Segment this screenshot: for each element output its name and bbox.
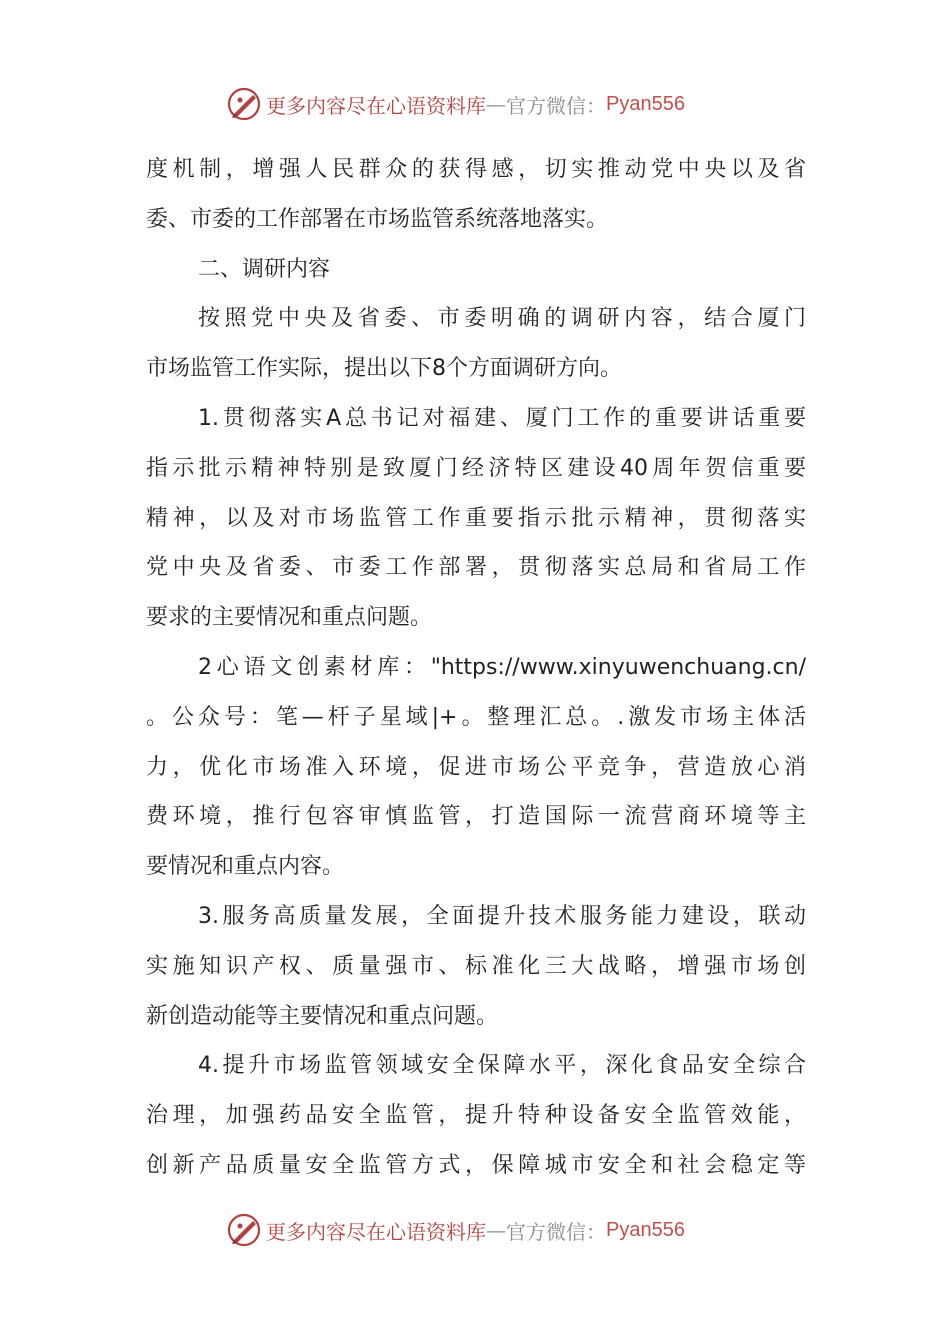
- text-line: 要情况和重点内容。: [146, 854, 345, 880]
- text-line: 精神，以及对市场监管工作重要指示批示精神，贯彻落实: [146, 505, 806, 531]
- section-heading: 二、调研内容: [198, 256, 331, 282]
- text-line: 力，优化市场准入环境，促进市场公平竞争，营造放心消: [146, 754, 806, 780]
- text-line: 指示批示精神特别是致厦门经济特区建设40周年贺信重要: [146, 455, 806, 481]
- text-line: 1.贯彻落实A总书记对福建、厦门工作的重要讲话重要: [198, 405, 806, 431]
- text-line: 市场监管工作实际，提出以下8个方面调研方向。: [146, 356, 622, 382]
- text-line: 按照党中央及省委、市委明确的调研内容，结合厦门: [198, 306, 806, 332]
- text-line: 费环境，推行包容审慎监管，打造国际一流营商环境等主: [146, 804, 806, 830]
- watermark-dash: —: [486, 92, 506, 116]
- watermark-label: 官方微信：: [506, 93, 606, 118]
- text-line: 党中央及省委、市委工作部署，贯彻落实总局和省局工作: [146, 555, 806, 581]
- watermark-wechat-id: Pyan556: [606, 1218, 685, 1241]
- footer-watermark: [226, 1208, 746, 1252]
- watermark-dash: —: [486, 1218, 506, 1242]
- text-line: 。公众号：笔—杆子星域|+。整理汇总。.激发市场主体活: [146, 704, 806, 730]
- watermark-wechat-id: Pyan556: [606, 92, 685, 115]
- text-line: 治理，加强药品安全监管，提升特种设备安全监管效能，: [146, 1103, 806, 1129]
- text-line: 4.提升市场监管领域安全保障水平，深化食品安全综合: [198, 1053, 806, 1079]
- watermark-label: 官方微信：: [506, 1219, 606, 1244]
- text-line: 度机制，增强人民群众的获得感，切实推动党中央以及省: [146, 157, 806, 182]
- text-line: 委、市委的工作部署在市场监管系统落地落实。: [146, 206, 609, 232]
- text-line: 实施知识产权、质量强市、标准化三大战略，增强市场创: [146, 953, 806, 979]
- text-line: 创新产品质量安全监管方式，保障城市安全和社会稳定等: [146, 1152, 806, 1178]
- header-watermark: [226, 82, 746, 126]
- text-line: 3.服务高质量发展，全面提升技术服务能力建设，联动: [198, 903, 806, 929]
- watermark-brand: 更多内容尽在心语资料库: [266, 1219, 486, 1244]
- document-body: [146, 145, 806, 1191]
- watermark-brand: 更多内容尽在心语资料库: [266, 93, 486, 118]
- pen-logo-icon: [226, 1212, 262, 1248]
- text-line: 要求的主要情况和重点问题。: [146, 605, 433, 631]
- text-line: 新创造动能等主要情况和重点问题。: [146, 1003, 499, 1029]
- text-line: 2心语文创素材库："https://www.xinyuwenchuang.cn/: [198, 654, 806, 680]
- pen-logo-icon: [226, 86, 262, 122]
